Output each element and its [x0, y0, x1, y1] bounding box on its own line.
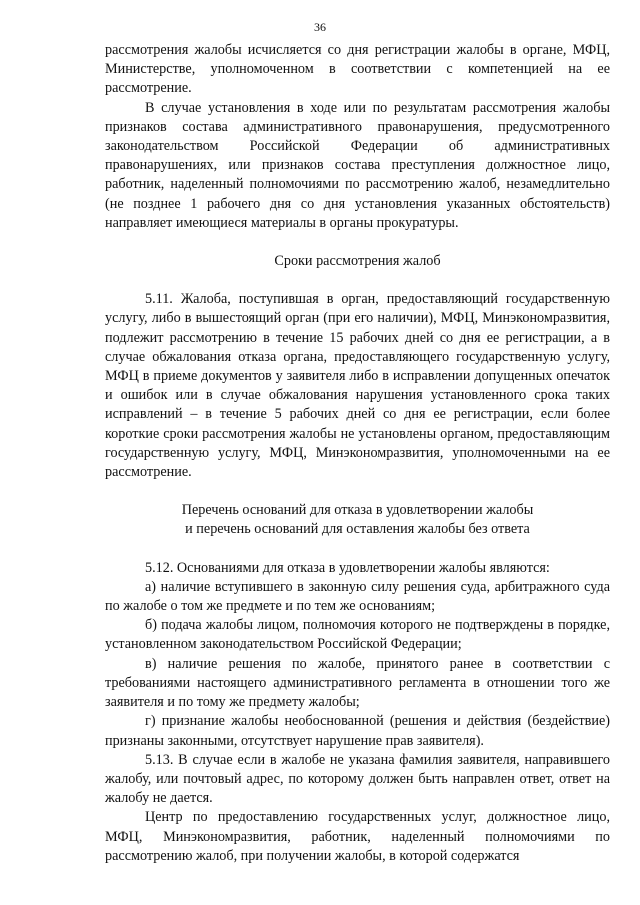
paragraph-5-12-g: г) признание жалобы необоснованной (решения и действия (бездействие) признаны законными, отсутствует нарушение прав заявителя).: [105, 713, 610, 749]
paragraph-5-12-a: а) наличие вступившего в законную силу решения суда, арбитражного суда по жалобе о том же предмете и по тем же основаниям;: [105, 578, 610, 615]
paragraph-5-12: 5.12. Основаниями для отказа в удовлетворении жалобы являются:: [145, 559, 550, 576]
spacer: [105, 482, 610, 501]
page-body: [105, 41, 610, 866]
paragraph-5-13: 5.13. В случае если в жалобе не указана фамилия заявителя, направившего жалобу, или почтовый адрес, по которому должен быть направлен ответ, ответ на жалобу не дается.: [105, 751, 610, 807]
section-heading-review-terms: Сроки рассмотрения жалоб: [274, 253, 441, 270]
spacer: [105, 540, 610, 559]
paragraph-5-12-b: б) подача жалобы лицом, полномочия которого не подтверждены в порядке, установленном законодательством Российской Федерации;: [105, 617, 610, 653]
section-heading-refusal-grounds-line2: и перечень оснований для оставления жалобы без ответа: [185, 521, 530, 538]
paragraph-5-12-v: в) наличие решения по жалобе, принятого ранее в соответствии с требованиями настоящего административного регламента в отношении того же заявителя и по тому же предмету жалобы;: [105, 655, 610, 711]
paragraph-violation-referral: В случае установления в ходе или по результатам рассмотрения жалобы признаков состава административного правонарушения, предусмотренного законодательством Российской Федерации об административных правонарушениях, или признаков состава преступления должностное лицо, работник, наделенный полномочиями по рассмотрению жалоб, незамедлительно (не позднее 1 рабочего дня со дня установления указанных обстоятельств) направляет имеющиеся материалы в органы прокуратуры.: [105, 99, 610, 231]
paragraph-continuation: рассмотрения жалобы исчисляется со дня регистрации жалобы в органе, МФЦ, Министерстве, уполномоченном в соответствии с компетенцией на ее рассмотрение.: [105, 42, 610, 97]
paragraph-5-11: 5.11. Жалоба, поступившая в орган, предоставляющий государственную услугу, либо в вышестоящий орган (при его наличии), МФЦ, Минэкономразвития, подлежит рассмотрению в течение 15 рабочих дней со дня ее регистрации, а в случае обжалования отказа органа, предоставляющего государственную услугу, МФЦ в приеме документов у заявителя либо в исправлении допущенных опечаток и ошибок или в случае обжалования нарушения установленного срока таких исправлений – в течение 5 рабочих дней со дня ее регистрации, если более короткие сроки рассмотрения жалобы не установлены органом, предоставляющим государственную услугу, МФЦ, Минэкономразвития, уполномоченными на ее рассмотрение.: [105, 291, 610, 481]
spacer: [105, 233, 610, 252]
page-number: 36: [314, 20, 326, 34]
paragraph-center-services: Центр по предоставлению государственных услуг, должностное лицо, МФЦ, Минэкономразвития, работник, наделенный полномочиями по рассмотрению жалоб, при получении жалобы, в которой содержатся: [105, 809, 610, 864]
spacer: [105, 271, 610, 290]
section-heading-refusal-grounds-line1: Перечень оснований для отказа в удовлетворении жалобы: [181, 502, 534, 519]
